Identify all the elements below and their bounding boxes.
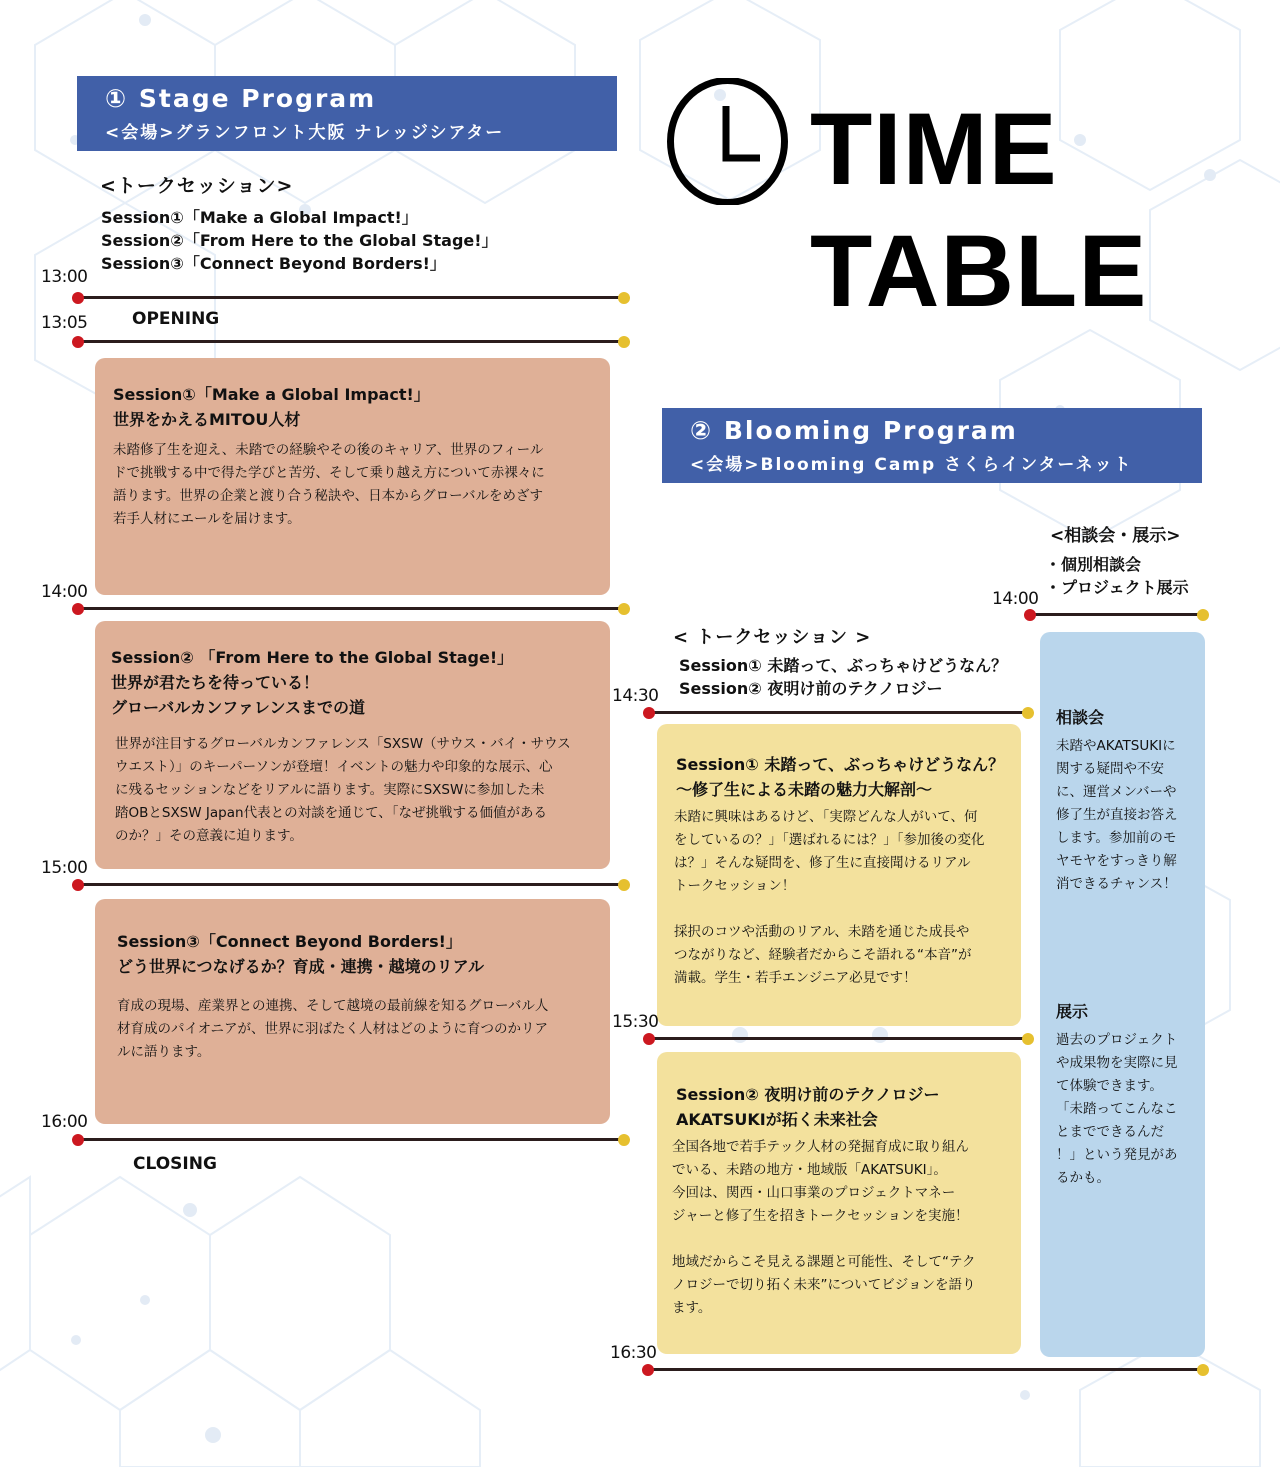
desc-line: や成果物を実際に見 [1056, 1055, 1178, 1071]
desc-line: ウエスト）」のキーパーソンが登壇！イベントの魅力や印象的な展示、心 [115, 759, 553, 775]
desc-line: をしているの？」「選ばれるには？」「参加後の変化 [674, 832, 985, 848]
clock-icon [664, 78, 791, 205]
desc-line: 消できるチャンス！ [1056, 876, 1177, 892]
timeline-start-dot [72, 603, 84, 615]
session-title [676, 1082, 939, 1132]
stage-session-list [101, 206, 498, 275]
desc-line: 過去のプロジェクト [1056, 1032, 1178, 1048]
desc-line: 「未踏ってこんなこ [1056, 1101, 1178, 1117]
consult-exhibit-card [1040, 632, 1205, 1357]
timeline-end-dot [618, 603, 630, 615]
timeline-line [648, 711, 1028, 714]
time-label: 15:00 [41, 858, 88, 878]
desc-line: 今回は、関西・山口事業のプロジェクトマネー [672, 1185, 956, 1201]
desc-line: 満載。学生・若手エンジニア必見です！ [674, 970, 917, 986]
consult-list-item: ・個別相談会 [1045, 555, 1142, 574]
desc-line: ノロジーで切り拓く未来”についてビジョンを語り [672, 1277, 976, 1293]
stage-session-list-item: Session③「Connect Beyond Borders!」 [101, 254, 446, 273]
timeline-line [1030, 613, 1203, 616]
session-title [117, 929, 484, 979]
timeline-end-dot [618, 292, 630, 304]
desc-line: は？」そんな疑問を、修了生に直接聞けるリアル [674, 855, 971, 871]
desc-line: ドで挑戦する中で得た学びと苦労、そして乗り越え方について赤裸々に [113, 465, 545, 481]
desc-line: つながりなど、経験者だからこそ語れる“本音”が [674, 947, 972, 963]
timeline-line [77, 1138, 625, 1141]
timeline-end-dot [618, 879, 630, 891]
exhibit-description [1056, 1029, 1178, 1190]
blooming-session-list [679, 654, 1007, 700]
blooming-program-venue: <会場>Blooming Camp さくらインターネット [690, 455, 1133, 475]
opening-label: OPENING [132, 309, 220, 329]
session-subtitle-line: どう世界につなげるか？育成・連携・越境のリアル [117, 957, 485, 976]
desc-line: 育成の現場、産業界との連携、そして越境の最前線を知るグローバル人 [117, 998, 549, 1014]
session-title [676, 752, 1004, 802]
desc-line: 材育成のパイオニアが、世界に羽ばたく人材はどのように育つのかリア [117, 1021, 549, 1037]
desc-line: 関する疑問や不安 [1056, 761, 1164, 777]
timeline-line [77, 296, 625, 299]
closing-label: CLOSING [133, 1154, 217, 1174]
desc-line: ジャーと修了生を招きトークセッションを実施！ [672, 1208, 969, 1224]
desc-line: ヤモヤをすっきり解 [1056, 853, 1177, 869]
timeline-line [648, 1037, 1028, 1040]
blooming-program-header [662, 408, 1202, 483]
session-subtitle-line: 〜修了生による未踏の魅力大解剖〜 [676, 780, 933, 799]
desc-line: ルに語ります。 [117, 1044, 211, 1060]
timeline-start-dot [643, 707, 655, 719]
desc-line: トークセッション！ [674, 878, 796, 894]
desc-line: に、運営メンバーや [1056, 784, 1177, 800]
desc-line [672, 1228, 975, 1251]
time-label: 16:30 [610, 1343, 657, 1363]
timeline-end-dot [618, 336, 630, 348]
session-subtitle-line: 世界をかえるMITOU人材 [113, 410, 301, 429]
stage-program-title: ① Stage Program [105, 84, 377, 113]
desc-line: 未踏修了生を迎え、未踏での経験やその後のキャリア、世界のフィール [113, 442, 544, 458]
time-label: 15:30 [612, 1012, 659, 1032]
desc-line: に残るセッションなどをリアルに語ります。実際にSXSWに参加した未 [115, 782, 545, 798]
stage-session-list-item: Session①「Make a Global Impact!」 [101, 208, 418, 227]
desc-line: 未踏やAKATSUKIに [1056, 738, 1176, 754]
session-title-line: Session② 「From Here to the Global Stage!」 [111, 648, 514, 667]
desc-line: 世界が注目するグローバルカンファレンス「SXSW（サウス・バイ・サウス [115, 736, 571, 752]
stage-session-list-item: Session②「From Here to the Global Stage!」 [101, 231, 498, 250]
stage-session-card-1 [95, 358, 610, 595]
session-description [113, 439, 545, 531]
timeline-line [77, 340, 625, 343]
desc-line: でいる、未踏の地方・地域版「AKATSUKI」。 [672, 1162, 947, 1178]
timeline-line [648, 1368, 1204, 1371]
stage-program-header [77, 76, 617, 151]
session-description [115, 733, 571, 848]
page-title-table: TABLE [810, 214, 1148, 328]
timeline-end-dot [1197, 1364, 1209, 1376]
session-description [117, 995, 548, 1064]
desc-line: とまでできるんだ [1056, 1124, 1164, 1140]
session-subtitle-line: AKATSUKIが拓く未来社会 [676, 1110, 878, 1129]
session-title [113, 382, 430, 432]
desc-line: します。参加前のモ [1056, 830, 1177, 846]
session-description [672, 1136, 975, 1320]
blooming-program-title: ② Blooming Program [690, 416, 1018, 445]
timeline-start-dot [642, 1364, 654, 1376]
time-label: 14:30 [612, 686, 659, 706]
time-label: 14:00 [992, 589, 1039, 609]
consult-list-item: ・プロジェクト展示 [1045, 578, 1189, 597]
desc-line: 全国各地で若手テック人材の発掘育成に取り組ん [672, 1139, 969, 1155]
session-subtitle-line: グローバルカンファレンスまでの道 [111, 698, 366, 717]
timeline-start-dot [643, 1033, 655, 1045]
blooming-talk-heading: < トークセッション > [673, 627, 872, 648]
consult-title: 相談会 [1056, 708, 1105, 727]
desc-line: て体験できます。 [1056, 1078, 1163, 1094]
time-label: 16:00 [41, 1112, 88, 1132]
timeline-end-dot [1022, 1033, 1034, 1045]
desc-line: るかも。 [1056, 1170, 1110, 1186]
stage-program-venue: <会場>グランフロント大阪 ナレッジシアター [105, 123, 505, 143]
blooming-session-list-item: Session① 未踏って、ぶっちゃけどうなん？ [679, 656, 1008, 675]
timeline-start-dot [1024, 609, 1036, 621]
session-title-line: Session①「Make a Global Impact!」 [113, 385, 430, 404]
desc-line: 踏OBとSXSW Japan代表との対談を通じて、「なぜ挑戦する価値がある [115, 805, 548, 821]
session-description [674, 806, 985, 990]
timeline-end-dot [1197, 609, 1209, 621]
timeline-start-dot [72, 292, 84, 304]
session-title-line: Session③「Connect Beyond Borders!」 [117, 932, 462, 951]
stage-talk-heading: <トークセッション> [100, 175, 294, 197]
session-subtitle-line: 世界が君たちを待っている！ [111, 673, 320, 692]
desc-line: 採択のコツや活動のリアル、未踏を通じた成長や [674, 924, 970, 940]
blooming-session-card-1 [657, 724, 1021, 1026]
timeline-end-dot [618, 1134, 630, 1146]
page-title-time: TIME [810, 92, 1058, 206]
desc-line: ます。 [672, 1300, 712, 1316]
session-title-line: Session② 夜明け前のテクノロジー [676, 1085, 940, 1104]
timeline-line [77, 607, 625, 610]
desc-line: ！」という発見があ [1056, 1147, 1178, 1163]
desc-line: 修了生が直接お答え [1056, 807, 1178, 823]
desc-line: 若手人材にエールを届けます。 [113, 511, 301, 527]
desc-line: 地域だからこそ見える課題と可能性、そして“テク [672, 1254, 976, 1270]
desc-line: 未踏に興味はあるけど、「実際どんな人がいて、何 [674, 809, 978, 825]
consult-exhibit-list [1045, 553, 1189, 599]
desc-line: 語ります。世界の企業と渡り合う秘訣や、日本からグローバルをめざす [113, 488, 543, 504]
consult-exhibit-heading: <相談会・展示> [1050, 526, 1181, 546]
timeline-end-dot [1022, 707, 1034, 719]
time-label: 13:00 [41, 267, 88, 287]
time-label: 13:05 [41, 313, 88, 333]
timeline-start-dot [72, 879, 84, 891]
desc-line [674, 898, 985, 921]
timeline-start-dot [72, 1134, 84, 1146]
desc-line: のか？」その意義に迫ります。 [115, 828, 303, 844]
time-label: 14:00 [41, 582, 88, 602]
session-title-line: Session① 未踏って、ぶっちゃけどうなん？ [676, 755, 1005, 774]
timeline-start-dot [72, 336, 84, 348]
session-title [111, 645, 513, 720]
stage-session-card-2 [95, 621, 610, 869]
blooming-session-list-item: Session② 夜明け前のテクノロジー [679, 679, 943, 698]
timeline-line [77, 883, 625, 886]
consult-description [1056, 735, 1178, 896]
exhibit-title: 展示 [1056, 1002, 1089, 1021]
stage-session-card-3 [95, 899, 610, 1124]
blooming-session-card-2 [657, 1052, 1021, 1354]
